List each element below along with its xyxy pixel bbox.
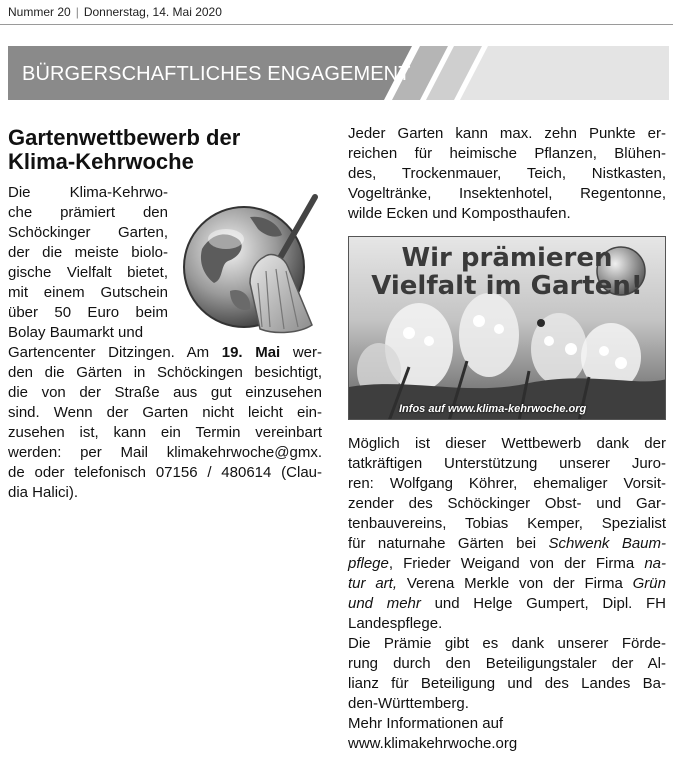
photo-headline-line-2: Vielfalt im Garten! <box>371 271 643 301</box>
header-separator: | <box>75 5 79 19</box>
article-column-2-top <box>348 124 666 224</box>
body-line: de oder telefonisch 07156 / 480614 (Clau- <box>8 464 322 481</box>
company-name: na- <box>644 555 666 572</box>
text-run: , Frieder Weigand von der Firma <box>388 555 645 572</box>
body-line: werden: per Mail klimakehrwoche@gmx. <box>8 444 322 461</box>
body-line: reichen für heimische Pflanzen, Blühen- <box>348 145 666 162</box>
text-run: Gartencenter Ditzingen. Am <box>8 344 222 361</box>
company-name: Schwenk Baum- <box>548 535 666 552</box>
article-column-2-bottom <box>348 434 666 754</box>
intro-line: Bolay Baumarkt und <box>8 324 144 341</box>
article-headline <box>8 126 328 174</box>
section-title: BÜRGERSCHAFTLICHES ENGAGEMENT <box>22 63 411 85</box>
body-line <box>348 534 666 554</box>
body-line: Landespflege. <box>348 615 443 632</box>
date-highlight: 19. Mai <box>221 344 281 361</box>
header-rule <box>0 24 673 25</box>
article-column-1 <box>8 183 322 503</box>
body-line: tenbauvereins, Tobias Kemper, Spezialist <box>348 515 666 532</box>
body-line-date <box>8 343 322 363</box>
photo-headline-line-1: Wir prämieren <box>401 243 613 273</box>
body-line: zusehen ist, kann ein Termin vereinbart <box>8 424 322 441</box>
body-line: rung durch den Beteiligungstaler der Al- <box>348 655 666 672</box>
section-banner <box>8 46 669 100</box>
intro-line: Die Klima-Kehrwo- <box>8 184 168 201</box>
intro-line: Schöckinger Garten, <box>8 224 168 241</box>
body-line: des, Trockenmauer, Teich, Nistkasten, <box>348 165 666 182</box>
headline-line-2: Klima-Kehrwoche <box>8 149 194 174</box>
body-line: den-Württemberg. <box>348 695 469 712</box>
body-line: die von der Straße aus gut einzusehen <box>8 384 322 401</box>
body-line: Möglich ist dieser Wettbewerb dank der <box>348 435 666 452</box>
body-line: sind. Wenn der Garten nicht leicht ein- <box>8 404 322 421</box>
intro-line: gische Vielfalt bietet, <box>8 264 168 281</box>
intro-line: mit einem Gutschein <box>8 284 168 301</box>
body-line: wilde Ecken und Komposthaufen. <box>348 205 571 222</box>
text-run: wer- <box>280 344 322 361</box>
company-name: pflege <box>348 555 389 572</box>
body-line <box>348 554 666 574</box>
issue-date: Donnerstag, 14. Mai 2020 <box>83 5 222 19</box>
company-name: tur art, <box>348 575 397 592</box>
body-line: den die Gärten in Schöckingen besichtigt, <box>8 364 322 381</box>
body-line: Vogeltränke, Insektenhotel, Regentonne, <box>348 185 666 202</box>
body-line: ren: Wolfgang Köhrer, ehemaliger Vorsit- <box>348 475 666 492</box>
website-link[interactable]: www.klimakehrwoche.org <box>348 735 518 752</box>
photo-caption: Infos auf www.klima-kehrwoche.org <box>399 403 587 415</box>
text-run: für naturnahe Gärten bei <box>348 535 549 552</box>
intro-line: über 50 Euro beim <box>8 304 168 321</box>
text-run: Verena Merkle von der Firma <box>397 575 633 592</box>
body-line <box>348 574 666 594</box>
text-run: und Helge Gumpert, Dipl. FH <box>420 595 667 612</box>
body-line: Mehr Informationen auf <box>348 715 504 732</box>
intro-line: der die meiste biolo- <box>8 244 168 261</box>
page-header <box>8 5 222 19</box>
campaign-photo <box>348 236 666 420</box>
headline-line-1: Gartenwettbewerb der <box>8 125 241 150</box>
body-line: dia Halici). <box>8 484 79 501</box>
company-name: und mehr <box>348 595 421 612</box>
body-line: zender des Schöckinger Obst- und Gar- <box>348 495 666 512</box>
intro-line: che prämiert den <box>8 204 168 221</box>
body-line: Jeder Garten kann max. zehn Punkte er- <box>348 125 666 142</box>
body-line <box>348 594 666 614</box>
company-name: Grün <box>632 575 666 592</box>
body-line: lianz für Beteiligung und des Landes Ba- <box>348 675 666 692</box>
body-line: tatkräftigen Unterstützung unserer Juro- <box>348 455 666 472</box>
issue-number: Nummer 20 <box>8 5 71 19</box>
body-line: Die Prämie gibt es dank unserer Förde- <box>348 635 666 652</box>
